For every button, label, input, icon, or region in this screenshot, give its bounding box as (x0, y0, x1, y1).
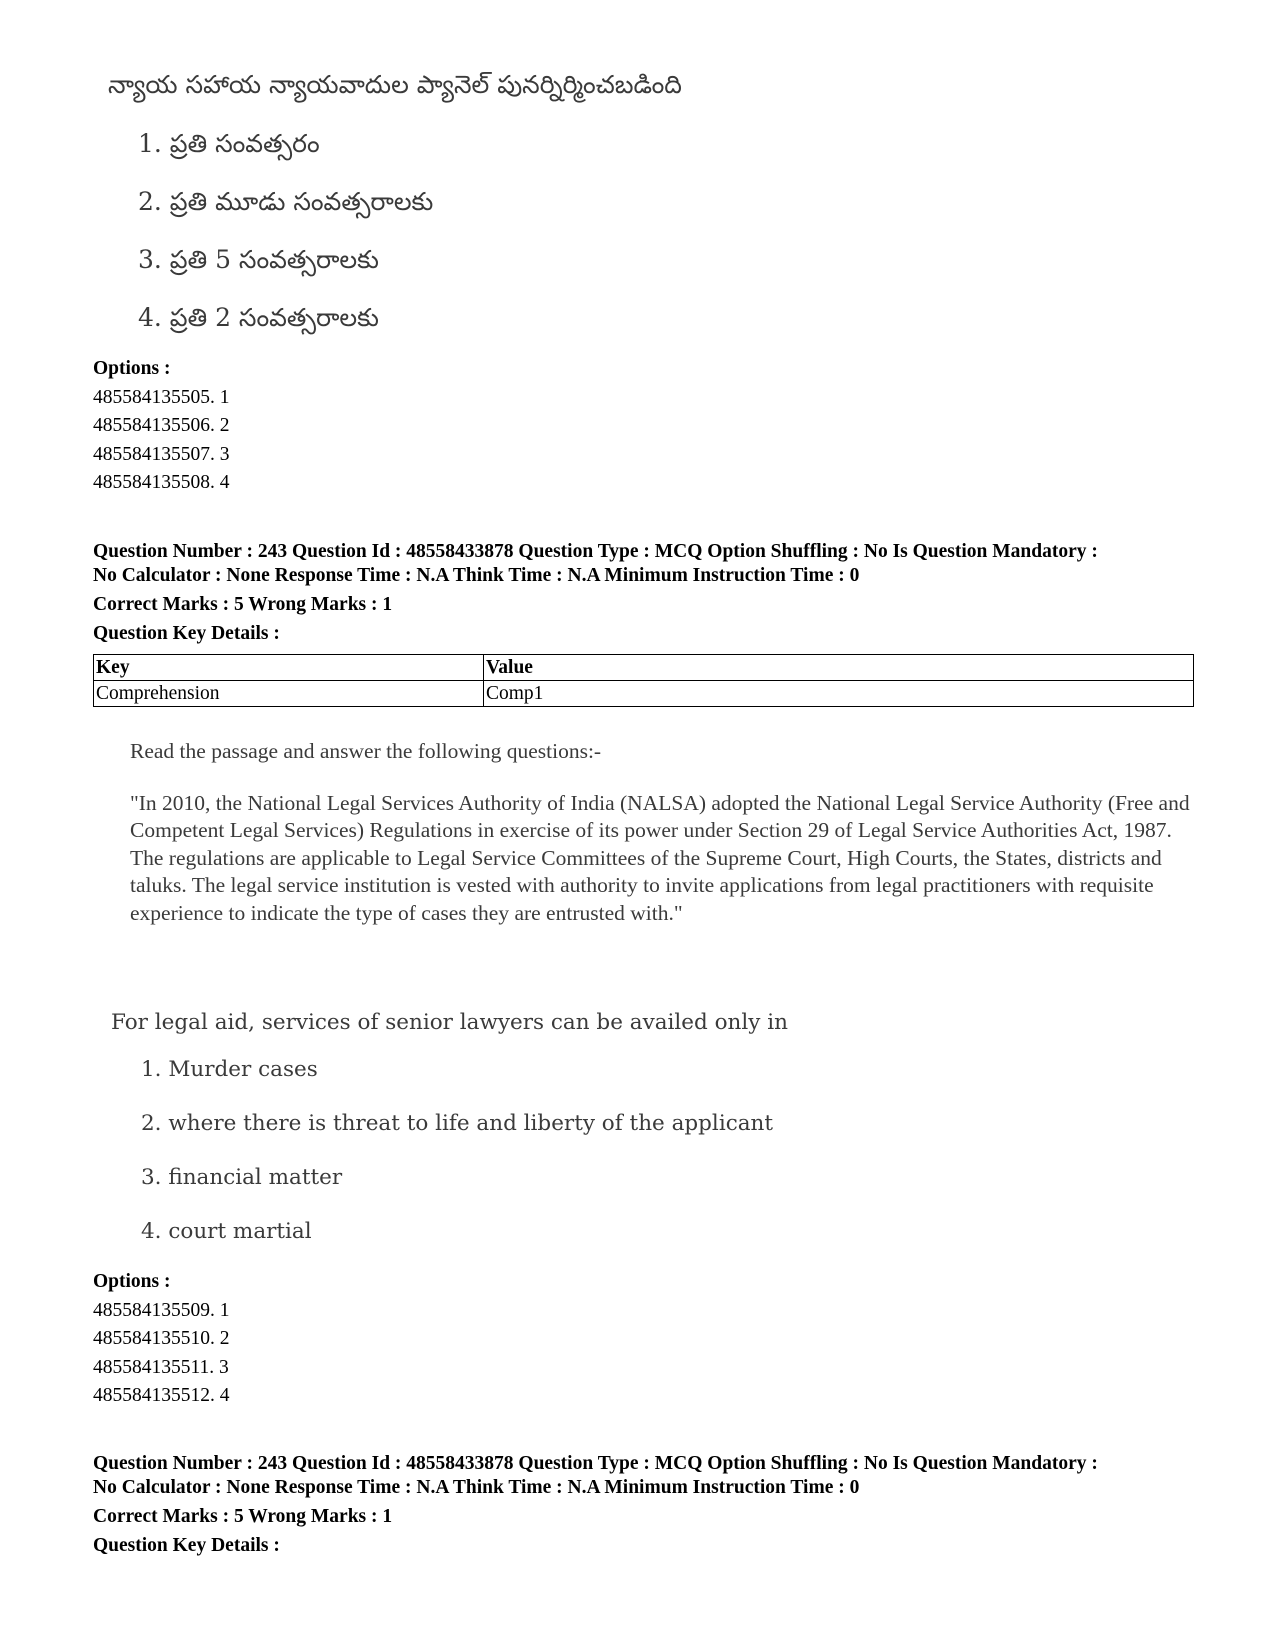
option-id-line: 485584135507. 3 (93, 443, 230, 465)
key-details-table (93, 654, 1194, 707)
option-id-line: 485584135512. 4 (93, 1385, 230, 1406)
options-heading: Options : (93, 1271, 171, 1292)
key-details-heading: Question Key Details : (93, 623, 280, 644)
table-row (94, 681, 1194, 707)
telugu-question-image (108, 70, 682, 360)
option-id-line: 485584135511. 3 (93, 1356, 229, 1378)
question-option-2: 2. ప్రతి మూడు సంవత్సరాలకు (138, 187, 434, 216)
key-details-heading: Question Key Details : (93, 1535, 280, 1556)
table-header-row (94, 655, 1194, 681)
option-id-line: 485584135506. 2 (93, 415, 230, 436)
question-meta (93, 1452, 1193, 1558)
option-id-line: 485584135509. 1 (93, 1299, 230, 1321)
table-cell-key: Comprehension (94, 681, 484, 707)
question-stem: For legal aid, services of senior lawyers can be availed only in (111, 1010, 788, 1035)
options-heading: Options : (93, 358, 171, 379)
table-header-key: Key (94, 655, 484, 681)
options-block (93, 355, 230, 498)
question-meta-line-1: Question Number : 243 Question Id : 48558433878 Question Type : MCQ Option Shuffling : No Is Question Mandatory : (93, 1453, 1098, 1474)
question-meta (93, 540, 1193, 646)
passage-intro: Read the passage and answer the following questions:- (130, 739, 602, 763)
options-block (93, 1268, 230, 1411)
marks-line: Correct Marks : 5 Wrong Marks : 1 (93, 1506, 393, 1527)
passage-body: "In 2010, the National Legal Services Authority of India (NALSA) adopted the National Legal Service Authority (Free and Competent Legal Services) Regulations in exercise of its power under Section 29 of Legal Service Authorities Act, 1987. The regulations are applicable to Legal Service Committees of the Supreme Court, High Courts, the States, districts and taluks. The legal service institution is vested with authority to invite applications from legal practitioners with requisite experience to indicate the type of cases they are entrusted with." (130, 790, 1190, 925)
option-id-line: 485584135505. 1 (93, 386, 230, 408)
question-stem: న్యాయ సహాయ న్యాయవాదుల ప్యానెల్ పునర్నిర్మించబడింది (108, 70, 682, 99)
question-meta-line-2: No Calculator : None Response Time : N.A Think Time : N.A Minimum Instruction Time : 0 (93, 1477, 860, 1498)
table-cell-value: Comp1 (484, 681, 1194, 707)
question-meta-line-2: No Calculator : None Response Time : N.A Think Time : N.A Minimum Instruction Time : 0 (93, 565, 860, 586)
question-option-4: 4. court martial (141, 1219, 312, 1244)
question-option-1: 1. ప్రతి సంవత్సరం (138, 129, 320, 158)
comprehension-passage (130, 738, 1190, 927)
table-header-value: Value (484, 655, 1194, 681)
question-option-3: 3. ప్రతి 5 సంవత్సరాలకు (138, 245, 379, 274)
question-meta-line-1: Question Number : 243 Question Id : 48558433878 Question Type : MCQ Option Shuffling : No Is Question Mandatory : (93, 541, 1098, 562)
question-option-2: 2. where there is threat to life and liberty of the applicant (141, 1111, 774, 1136)
question-option-3: 3. financial matter (141, 1165, 343, 1190)
question-option-4: 4. ప్రతి 2 సంవత్సరాలకు (138, 303, 379, 332)
option-id-line: 485584135508. 4 (93, 472, 230, 493)
english-question-image (111, 1010, 788, 1271)
marks-line: Correct Marks : 5 Wrong Marks : 1 (93, 594, 393, 615)
option-id-line: 485584135510. 2 (93, 1328, 230, 1349)
question-option-1: 1. Murder cases (141, 1057, 318, 1082)
